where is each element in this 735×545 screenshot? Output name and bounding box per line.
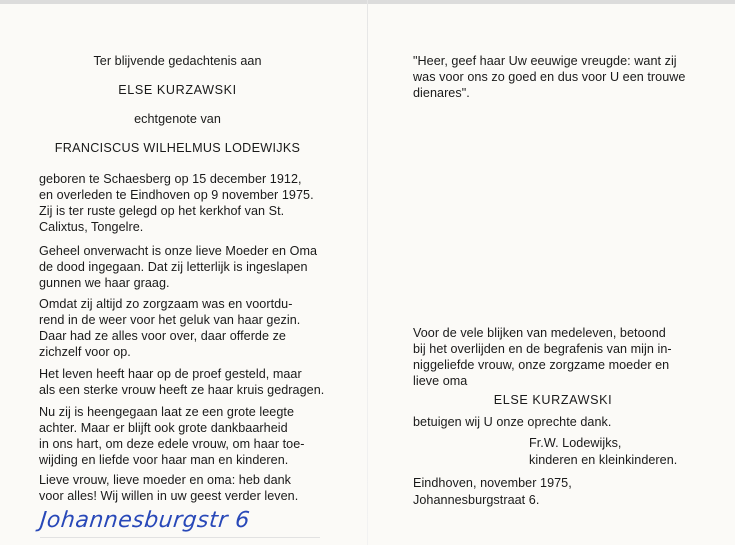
text-line: Zij is ter ruste gelegd op het kerkhof van St. [39,204,285,218]
text-line: als een sterke vrouw heeft ze haar kruis gedragen. [39,383,325,397]
text-line: bij het overlijden en de begrafenis van mijn in- [413,342,672,356]
in-memory-heading: Ter blijvende gedachtenis aan [93,54,262,68]
sudden-death-paragraph [39,243,316,291]
text-line: gunnen we haar graag. [39,276,170,290]
signer-name: Fr.W. Lodewijks, [529,436,622,450]
text-line: dienares". [413,86,470,100]
place-date: Eindhoven, november 1975, [413,476,572,490]
deceased-name: ELSE KURZAWSKI [118,83,237,97]
thanks-paragraph [413,325,693,389]
text-line: zichzelf voor op. [39,345,131,359]
deceased-name-right: ELSE KURZAWSKI [493,393,613,407]
spouse-of-label: echtgenote van [134,112,221,126]
bottom-divider [40,537,320,538]
text-line: in ons hart, om deze edele vrouw, om haar toe- [39,437,305,451]
caring-paragraph [39,296,316,360]
handwritten-address: Johannesburgstr 6 [38,508,252,533]
text-line: de dood ingegaan. Dat zij letterlijk is ingeslapen [39,260,308,274]
life-tested-paragraph [39,366,325,398]
text-line: was voor ons zo goed en dus voor U een trouwe [413,70,686,84]
text-line: Nu zij is heengegaan laat ze een grote leegte [39,405,295,419]
text-line: niggeliefde vrouw, onze zorgzame moeder en [413,358,670,372]
farewell-paragraph [39,472,316,504]
text-line: Geheel onverwacht is onze lieve Moeder en Oma [39,244,318,258]
birth-death-paragraph [39,171,316,235]
card-fold-line [367,0,368,545]
gratitude-line: betuigen wij U onze oprechte dank. [413,415,612,429]
text-line: voor alles! Wij willen in uw geest verder leven. [39,489,299,503]
prayer-quote [413,53,693,101]
text-line: Voor de vele blijken van medeleven, betoond [413,326,666,340]
text-line: achter. Maar er blijft ook grote dankbaarheid [39,421,288,435]
text-line: Het leven heeft haar op de proef gesteld, maar [39,367,302,381]
text-line: wijding en liefde voor haar man en kinderen. [39,453,289,467]
text-line: geboren te Schaesberg op 15 december 1912, [39,172,302,186]
text-line: Calixtus, Tongelre. [39,220,144,234]
spouse-name: FRANCISCUS WILHELMUS LODEWIJKS [54,141,301,155]
text-line: Lieve vrouw, lieve moeder en oma: heb dank [39,473,292,487]
text-line: rend in de weer voor het geluk van haar gezin. [39,313,301,327]
family-line: kinderen en kleinkinderen. [529,453,678,467]
street-address: Johannesburgstraat 6. [413,493,540,507]
gratitude-paragraph [39,404,316,468]
text-line: lieve oma [413,374,468,388]
text-line: Daar had ze alles voor over, daar offerde ze [39,329,286,343]
text-line: Omdat zij altijd zo zorgzaam was en voortdu- [39,297,293,311]
text-line: en overleden te Eindhoven op 9 november 1975. [39,188,314,202]
text-line: "Heer, geef haar Uw eeuwige vreugde: want zij [413,54,677,68]
